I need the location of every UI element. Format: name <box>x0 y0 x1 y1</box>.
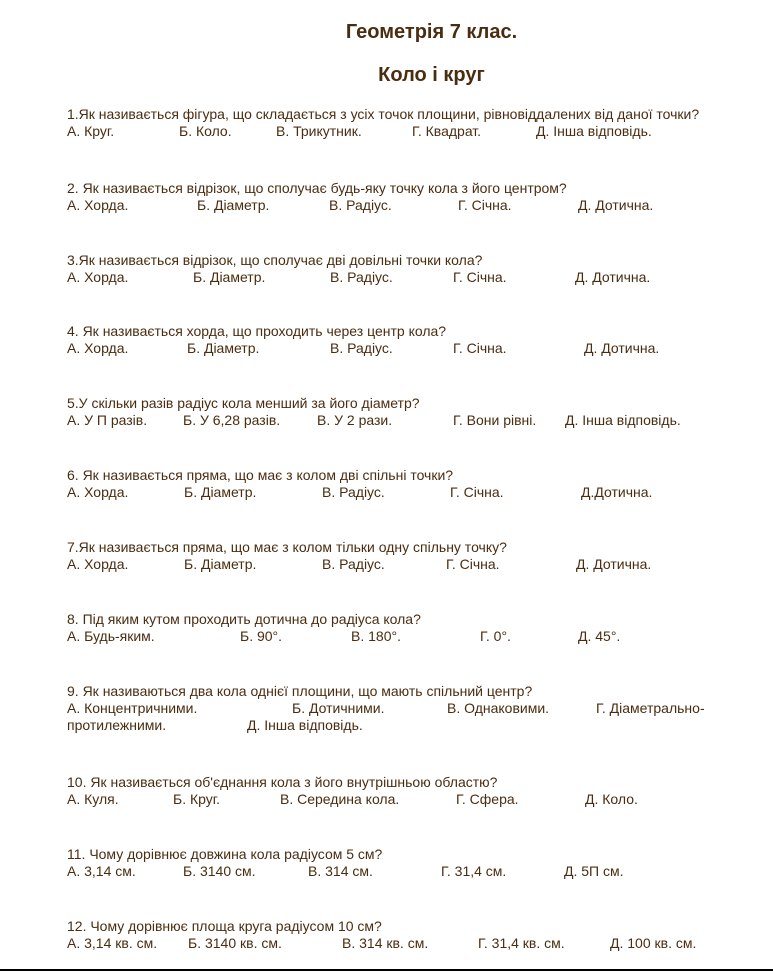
option-c: В. Трикутник. <box>276 123 362 139</box>
question-text: 11. Чому дорівнює довжина кола радіусом 5 см? <box>67 846 383 862</box>
answer-options <box>67 123 699 140</box>
option-d: Г. Вони рівні. <box>453 412 537 428</box>
option-b: Б. Діаметр. <box>193 269 266 285</box>
option-d: Г. Січна. <box>450 484 504 500</box>
option-e: Д. Дотична. <box>576 556 652 572</box>
answer-options <box>67 484 653 501</box>
option-c: В. Радіус. <box>322 484 385 500</box>
answer-options <box>67 269 651 286</box>
option-d: Г. Січна. <box>446 556 500 572</box>
option-c: В. 180°. <box>351 628 401 644</box>
answer-options <box>67 340 660 357</box>
option-a: А. Круг. <box>67 123 115 139</box>
option-e: Д.Дотична. <box>581 484 653 500</box>
question-3 <box>67 252 651 286</box>
page-bottom-divider <box>0 969 773 980</box>
option-e: Д. Інша відповідь. <box>565 412 681 428</box>
answer-options <box>67 556 652 573</box>
option-d: Г. Січна. <box>453 269 507 285</box>
option-e: Д. Дотична. <box>575 269 651 285</box>
question-12 <box>67 918 697 952</box>
option-d: Г. Сфера. <box>456 791 519 807</box>
option-e: Д. 100 кв. см. <box>610 935 697 951</box>
option-a: А. Хорда. <box>67 197 129 213</box>
option-d: Г. Січна. <box>453 340 507 356</box>
question-text: 2. Як називається відрізок, що сполучає будь-яку точку кола з його центром? <box>67 180 567 196</box>
question-text: 5.У скільки разів радіус кола менший за його діаметр? <box>67 395 420 411</box>
option-e: Д. Дотична. <box>584 340 660 356</box>
option-e: Д. 5П см. <box>564 863 624 879</box>
option-b: Б. 3140 см. <box>183 863 256 879</box>
option-c: В. Радіус. <box>330 340 393 356</box>
question-4 <box>67 323 660 357</box>
option-d: Г. 0°. <box>480 628 511 644</box>
answer-options <box>67 791 638 808</box>
option-b: Б. Коло. <box>179 123 232 139</box>
option-d: Г. Січна. <box>458 197 512 213</box>
option-a: А. Хорда. <box>67 484 129 500</box>
question-text: 7.Як називається пряма, що має з колом тільки одну спільну точку? <box>67 539 507 555</box>
option-b: Б. Діаметр. <box>184 556 257 572</box>
option-a: А. Куля. <box>67 791 119 807</box>
option-c: В. У 2 рази. <box>317 412 393 428</box>
question-2 <box>67 180 654 214</box>
option-b: Б. Діаметр. <box>197 197 270 213</box>
question-text: 4. Як називається хорда, що проходить через центр кола? <box>67 323 447 339</box>
answer-options <box>67 700 705 717</box>
question-9 <box>67 683 705 734</box>
question-8 <box>67 611 621 645</box>
answer-options <box>67 935 697 952</box>
option-c: В. 314 см. <box>308 863 373 879</box>
answer-options <box>67 863 624 880</box>
option-d: Г. Квадрат. <box>412 123 482 139</box>
option-c: В. 314 кв. см. <box>342 935 429 951</box>
option-b: Б. 3140 кв. см. <box>188 935 282 951</box>
question-text: 6. Як називається пряма, що має з колом дві спільні точки? <box>67 467 454 483</box>
question-text: 1.Як називається фігура, що складається з усіх точок площини, рівновіддалених від даної точки? <box>67 106 700 122</box>
option-b: Б. Круг. <box>173 791 221 807</box>
question-text: 12. Чому дорівнює площа круга радіусом 10 см? <box>67 918 382 934</box>
option-e: Д. 45°. <box>578 628 621 644</box>
option-a: А. Хорда. <box>67 269 129 285</box>
option-e: Д. Інша відповідь. <box>247 717 363 733</box>
option-a: А. Хорда. <box>67 340 129 356</box>
option-a: А. Хорда. <box>67 556 129 572</box>
option-d: Г. Діаметрально- <box>596 700 705 716</box>
option-b: Б. Діаметр. <box>187 340 260 356</box>
question-1 <box>67 106 699 140</box>
option-d-continued: протилежними. <box>67 717 167 733</box>
option-e: Д. Дотична. <box>578 197 654 213</box>
option-d: Г. 31,4 кв. см. <box>478 935 565 951</box>
answer-options <box>67 197 654 214</box>
option-c: В. Радіус. <box>329 197 392 213</box>
option-a: А. 3,14 см. <box>67 863 136 879</box>
option-c: В. Радіус. <box>330 269 393 285</box>
option-b: Б. 90°. <box>240 628 283 644</box>
option-c: В. Середина кола. <box>280 791 400 807</box>
option-b: Б. У 6,28 разів. <box>183 412 281 428</box>
option-b: Б. Діаметр. <box>184 484 257 500</box>
question-6 <box>67 467 653 501</box>
option-c: В. Однаковими. <box>447 700 550 716</box>
question-text: 3.Як називається відрізок, що сполучає дві довільні точки кола? <box>67 252 483 268</box>
option-a: А. У П разів. <box>67 412 148 428</box>
question-text: 9. Як називаються два кола однієї площини, що мають спільний центр? <box>67 683 533 699</box>
option-e: Д. Інша відповідь. <box>536 123 652 139</box>
answer-options <box>67 628 621 645</box>
question-7 <box>67 539 652 573</box>
option-e: Д. Коло. <box>585 791 638 807</box>
option-c: В. Радіус. <box>322 556 385 572</box>
option-d: Г. 31,4 см. <box>441 863 507 879</box>
question-11 <box>67 846 624 880</box>
option-a: А. 3,14 кв. см. <box>67 935 158 951</box>
page-title: Геометрія 7 клас. <box>345 21 518 43</box>
page-subtitle: Коло і круг <box>378 64 485 86</box>
question-text: 8. Під яким кутом проходить дотична до радіуса кола? <box>67 611 421 627</box>
answer-options-continued <box>67 717 532 734</box>
answer-options <box>67 412 681 429</box>
option-b: Б. Дотичними. <box>292 700 385 716</box>
question-5 <box>67 395 681 429</box>
option-a: А. Концентричними. <box>67 700 198 716</box>
option-a: А. Будь-яким. <box>67 628 155 644</box>
question-10 <box>67 774 638 808</box>
question-text: 10. Як називається об'єднання кола з його внутрішньою областю? <box>67 774 498 790</box>
